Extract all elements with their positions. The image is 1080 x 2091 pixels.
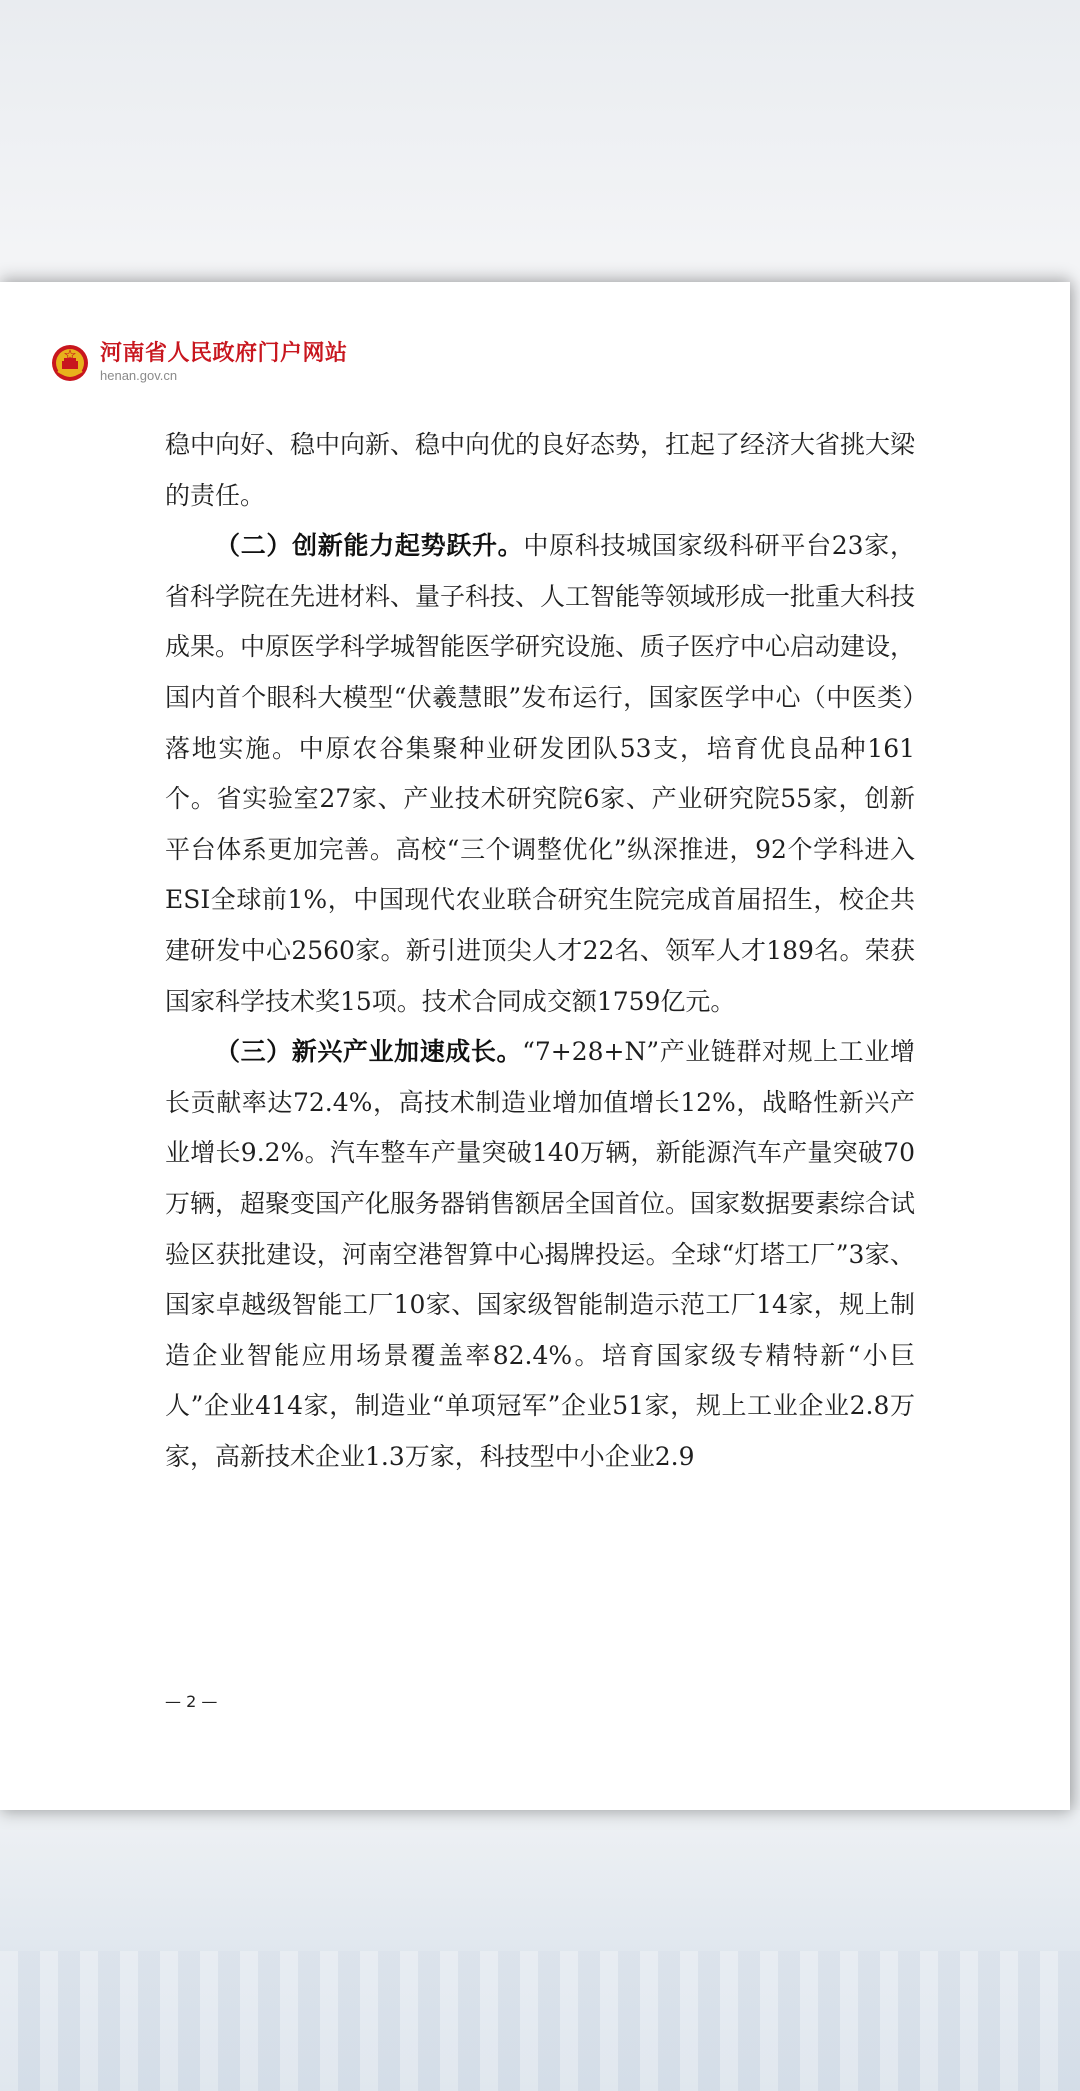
site-name[interactable]: 河南省人民政府门户网站 (100, 341, 348, 366)
document-page (0, 282, 1070, 1810)
section2-body: 中原科技城国家级科研平台23家，省科学院在先进材料、量子科技、人工智能等领域形成一批重大科技成果。中原医学科学城智能医学研究设施、质子医疗中心启动建设，国内首个眼科大模型“伏羲慧眼”发布运行，国家医学中心（中医类）落地实施。中原农谷集聚种业研发团队53支，培育优良品种161个。省实验室27家、产业技术研究院6家、产业研究院55家，创新平台体系更加完善。高校“三个调整优化”纵深推进，92个学科进入ESI全球前1%，中国现代农业联合研究生院完成首届招生，校企共建研发中心2560家。新引进顶尖人才22名、领军人才189名。荣获国家科学技术奖15项。技术合同成交额1759亿元。 (165, 531, 916, 1016)
section3-paragraph (165, 1027, 915, 1482)
intro-paragraph: 稳中向好、稳中向新、稳中向优的良好态势，扛起了经济大省挑大梁的责任。 (165, 430, 916, 510)
background-bottom (0, 1810, 1080, 2091)
site-title-block (100, 342, 348, 384)
page-number: — 2 — (165, 1692, 218, 1711)
section3-body: “7+28+N”产业链群对规上工业增长贡献率达72.4%，高技术制造业增加值增长12%，战略性新兴产业增长9.2%。汽车整车产量突破140万辆，新能源汽车产量突破70万辆，超聚变国产化服务器销售额居全国首位。国家数据要素综合试验区获批建设，河南空港智算中心揭牌投运。全球“灯塔工厂”3家、国家卓越级智能工厂10家、国家级智能制造示范工厂14家，规上制造企业智能应用场景覆盖率82.4%。培育国家级专精特新“小巨人”企业414家，制造业“单项冠军”企业51家，规上工业企业2.8万家，高新技术企业1.3万家，科技型中小企业2.9 (165, 1037, 916, 1471)
document-body (165, 420, 915, 1482)
section2-paragraph (165, 521, 915, 1027)
national-emblem-icon (50, 343, 90, 383)
section3-heading: （三）新兴产业加速成长。 (215, 1037, 523, 1067)
site-header (50, 338, 348, 388)
section2-heading: （二）创新能力起势跃升。 (215, 531, 524, 561)
site-domain[interactable]: henan.gov.cn (100, 368, 178, 383)
